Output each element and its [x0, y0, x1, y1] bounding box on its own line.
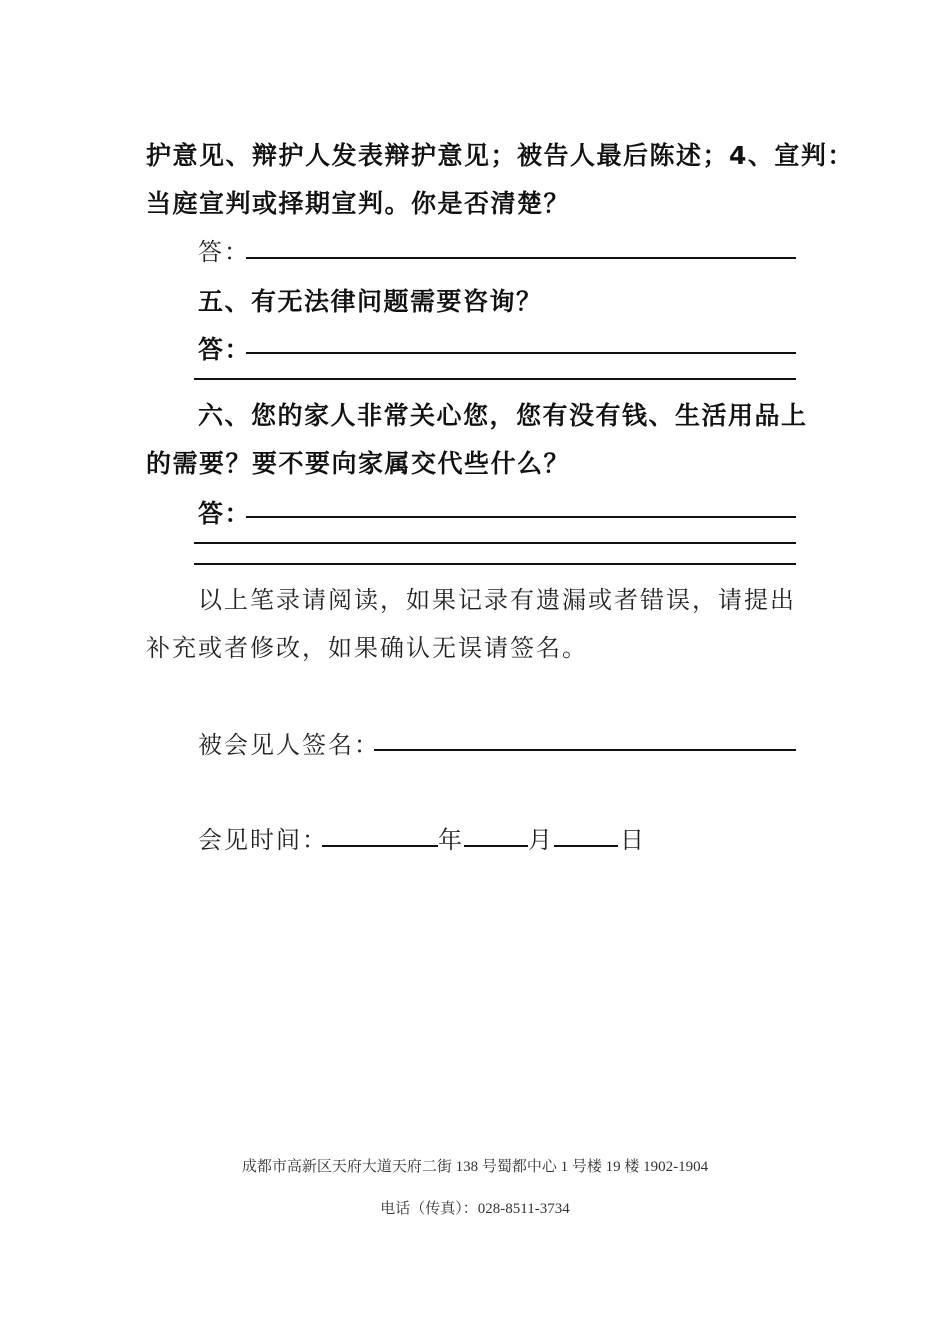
- signature-label: 被会见人签名：: [198, 731, 380, 759]
- signature-line[interactable]: [374, 749, 796, 751]
- q4-answer-label: 答：: [198, 238, 250, 266]
- meeting-day-blank[interactable]: [554, 845, 618, 847]
- q4-line-1: 护意见、辩护人发表辩护意见；被告人最后陈述；4、宣判：: [146, 141, 854, 170]
- footer-address: 成都市高新区天府大道天府二街 138 号蜀都中心 1 号楼 19 楼 1902-1904: [241, 1159, 709, 1175]
- meeting-month-label: 月: [528, 826, 554, 854]
- q6-answer-label: 答：: [198, 499, 252, 528]
- q5-answer-label: 答：: [198, 335, 252, 364]
- q6-answer-line-1[interactable]: [246, 516, 796, 518]
- q4-line-2: 当庭宣判或择期宣判。你是否清楚？: [146, 189, 571, 218]
- meeting-day-label: 日: [620, 826, 646, 854]
- meeting-year-blank[interactable]: [322, 845, 438, 847]
- meeting-time-label: 会见时间：: [198, 826, 328, 854]
- meeting-year-label: 年: [438, 826, 464, 854]
- q5-answer-line-1[interactable]: [246, 352, 796, 354]
- closing-line-1: 以上笔录请阅读，如果记录有遗漏或者错误，请提出: [198, 586, 796, 614]
- q6-line-2: 的需要？要不要向家属交代些什么？: [146, 449, 571, 478]
- closing-line-2: 补充或者修改，如果确认无误请签名。: [146, 634, 588, 662]
- q6-answer-line-3[interactable]: [194, 563, 796, 565]
- q4-answer-line[interactable]: [246, 257, 796, 259]
- q6-answer-line-2[interactable]: [194, 542, 796, 544]
- q5-question: 五、有无法律问题需要咨询？: [198, 287, 543, 316]
- meeting-month-blank[interactable]: [464, 845, 528, 847]
- footer-phone: 电话（传真）：028-8511-3734: [380, 1201, 570, 1217]
- q6-line-1: 六、您的家人非常关心您，您有没有钱、生活用品上: [198, 401, 808, 430]
- q5-answer-line-2[interactable]: [194, 378, 796, 380]
